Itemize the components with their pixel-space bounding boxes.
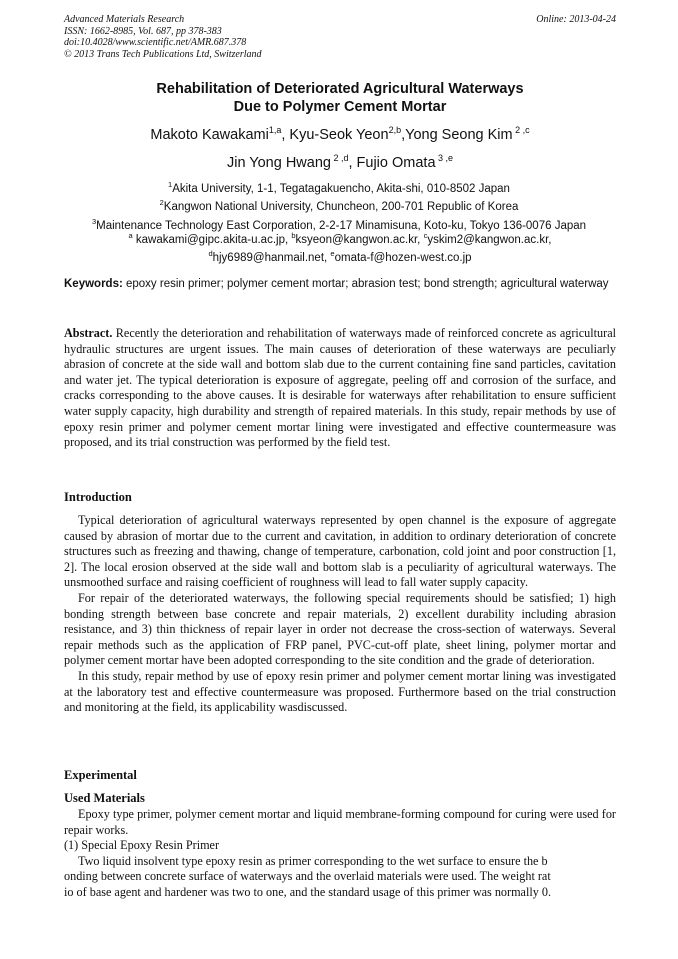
email-marker: c — [423, 231, 428, 240]
intro-paragraph-2: For repair of the deteriorated waterways, the following special requirements should be satisfied; 1) high bonding strength between base concrete and repair materials, 2) excellent durability including abrasion resistance, and 3) thin thickness of repair layer in order not decrease the cross-section of waterways. Several repair methods such as the application of FRP panel, PVC-cut-off plate, sheet lining, polymer mortar and polymer cement mortar have been adopted corresponding to the site condition and the grade of deterioration. — [64, 590, 616, 668]
experimental-body — [64, 807, 616, 901]
affiliation-text: Kangwon National University, Chuncheon, 200-701 Republic of Korea — [163, 201, 519, 214]
author-name: , Fujio Omata — [348, 154, 436, 171]
author-superscript: 3 ,e — [435, 153, 454, 163]
email-line-2 — [64, 247, 616, 265]
experimental-heading: Experimental — [64, 768, 137, 782]
author-name: Makoto Kawakami — [150, 126, 269, 143]
affiliation-marker: 1 — [168, 180, 173, 189]
email-marker: d — [208, 248, 213, 258]
abstract-text: Recently the deterioration and rehabilitation of waterways made of reinforced concrete as agricultural hydraulic structures are urgent issues. The main causes of deterioration of these waterways are peculiarly abrasion of concrete at the side wall and bottom slab due to the current containing fine sand particles, cavitation and water jet. The typical deterioration is exposure of aggregate, peeling off and corrosion of the surface, and cracks corresponding to the above causes. It is desirable for waterways after rehabilitation to ensure sufficient water supply capacity, high durability and strength of repaired materials. In this study, repair methods by use of epoxy resin primer and polymer cement mortar lining were investigated and effective countermeasure was proposed, and its trial construction was performed by the field test. — [64, 326, 616, 450]
paper-title — [64, 80, 616, 116]
primer-line-2: onding between concrete surface of waterways and the overlaid materials were used. The weight rat — [64, 869, 551, 884]
email-marker: a — [128, 231, 133, 240]
email-link[interactable]: kawakami@gipc.akita-u.ac.jp, — [132, 233, 292, 246]
introduction-body — [64, 513, 616, 716]
intro-paragraph-3: In this study, repair method by use of epoxy resin primer and polymer cement mortar lining was investigated at the laboratory test and effective countermeasure was proposed. Furthermore based on the trial construction and monitoring at the field, its applicability wasdiscussed. — [64, 668, 616, 715]
abstract — [64, 326, 616, 451]
author-emails — [64, 229, 616, 265]
author-name: Jin Yong Hwang — [226, 154, 331, 171]
email-link[interactable]: ksyeon@kangwon.ac.kr, — [295, 233, 424, 246]
author-line-2 — [64, 149, 616, 172]
author-superscript: 2 ,c — [512, 125, 530, 135]
email-marker: b — [291, 231, 296, 240]
primer-line-3: io of base agent and hardener was two to one, and the standard usage of this primer was normally 0. — [64, 884, 552, 899]
used-materials-heading: Used Materials — [64, 791, 145, 805]
affiliation-1 — [40, 178, 638, 196]
affiliation-marker: 3 — [91, 216, 97, 226]
author-superscript: 1,a — [268, 125, 282, 135]
keywords-text: epoxy resin primer; polymer cement mortar; abrasion test; bond strength; agricultural waterway — [122, 278, 609, 290]
online-date: Online: 2013-04-24 — [536, 14, 616, 25]
title-line-2: Due to Polymer Cement Mortar — [233, 99, 447, 115]
intro-paragraph-1: Typical deterioration of agricultural waterways represented by open channel is the exposure of aggregate caused by abrasion of mortar due to the current and cavitation, in addition to ordinary deterioration of concrete structures such as freezing and thawing, change of temperature, carbonation, cold joint and poor construction [1, 2]. The local erosion observed at the side wall and bottom slab is a peculiarity of agricultural waterways. The unsmoothed surface and raising coefficient of roughness will lead to fall water supply capacity. — [64, 513, 616, 590]
affiliation-text: Maintenance Technology East Corporation, 2-2-17 Minamisuna, Koto-ku, Tokyo 136-0076 Japan — [96, 219, 587, 232]
email-marker: e — [330, 248, 335, 258]
copyright-line: © 2013 Trans Tech Publications Ltd, Switzerland — [64, 48, 262, 60]
doi-line: doi:10.4028/www.scientific.net/AMR.687.378 — [64, 37, 247, 48]
keywords — [64, 277, 616, 292]
author-superscript: 2,b — [388, 125, 402, 135]
introduction-heading: Introduction — [64, 490, 132, 504]
abstract-label: Abstract. — [64, 326, 113, 340]
author-name: , Kyu-Seok Yeon — [281, 126, 389, 143]
author-name: ,Yong Seong Kim — [401, 126, 513, 143]
email-link[interactable]: hjy6989@hanmail.net, — [212, 251, 331, 264]
issn-line: ISSN: 1662-8985, Vol. 687, pp 378-383 — [64, 25, 222, 37]
email-line-1 — [64, 229, 616, 247]
email-link[interactable]: yskim2@kangwon.ac.kr, — [427, 233, 552, 246]
primer-line-1: Two liquid insolvent type epoxy resin as primer corresponding to the wet surface to ensure the b — [78, 853, 548, 868]
keywords-label: Keywords: — [64, 278, 123, 290]
author-line-1 — [64, 121, 616, 144]
author-superscript: 2 ,d — [330, 153, 349, 163]
journal-header — [64, 14, 616, 60]
primer-item-heading: (1) Special Epoxy Resin Primer — [64, 838, 220, 853]
affiliations — [40, 178, 638, 233]
affiliation-2 — [40, 196, 638, 214]
email-link[interactable]: omata-f@hozen-west.co.jp — [334, 251, 472, 264]
affiliation-text: Akita University, 1-1, Tegatagakuencho, Akita-shi, 010-8502 Japan — [172, 182, 510, 195]
journal-name: Advanced Materials Research — [64, 14, 185, 25]
title-line-1: Rehabilitation of Deteriorated Agricultural Waterways — [156, 81, 524, 97]
affiliation-marker: 2 — [159, 198, 164, 208]
materials-paragraph: Epoxy type primer, polymer cement mortar and liquid membrane-forming compound for curing were used for repair works. — [64, 807, 616, 837]
